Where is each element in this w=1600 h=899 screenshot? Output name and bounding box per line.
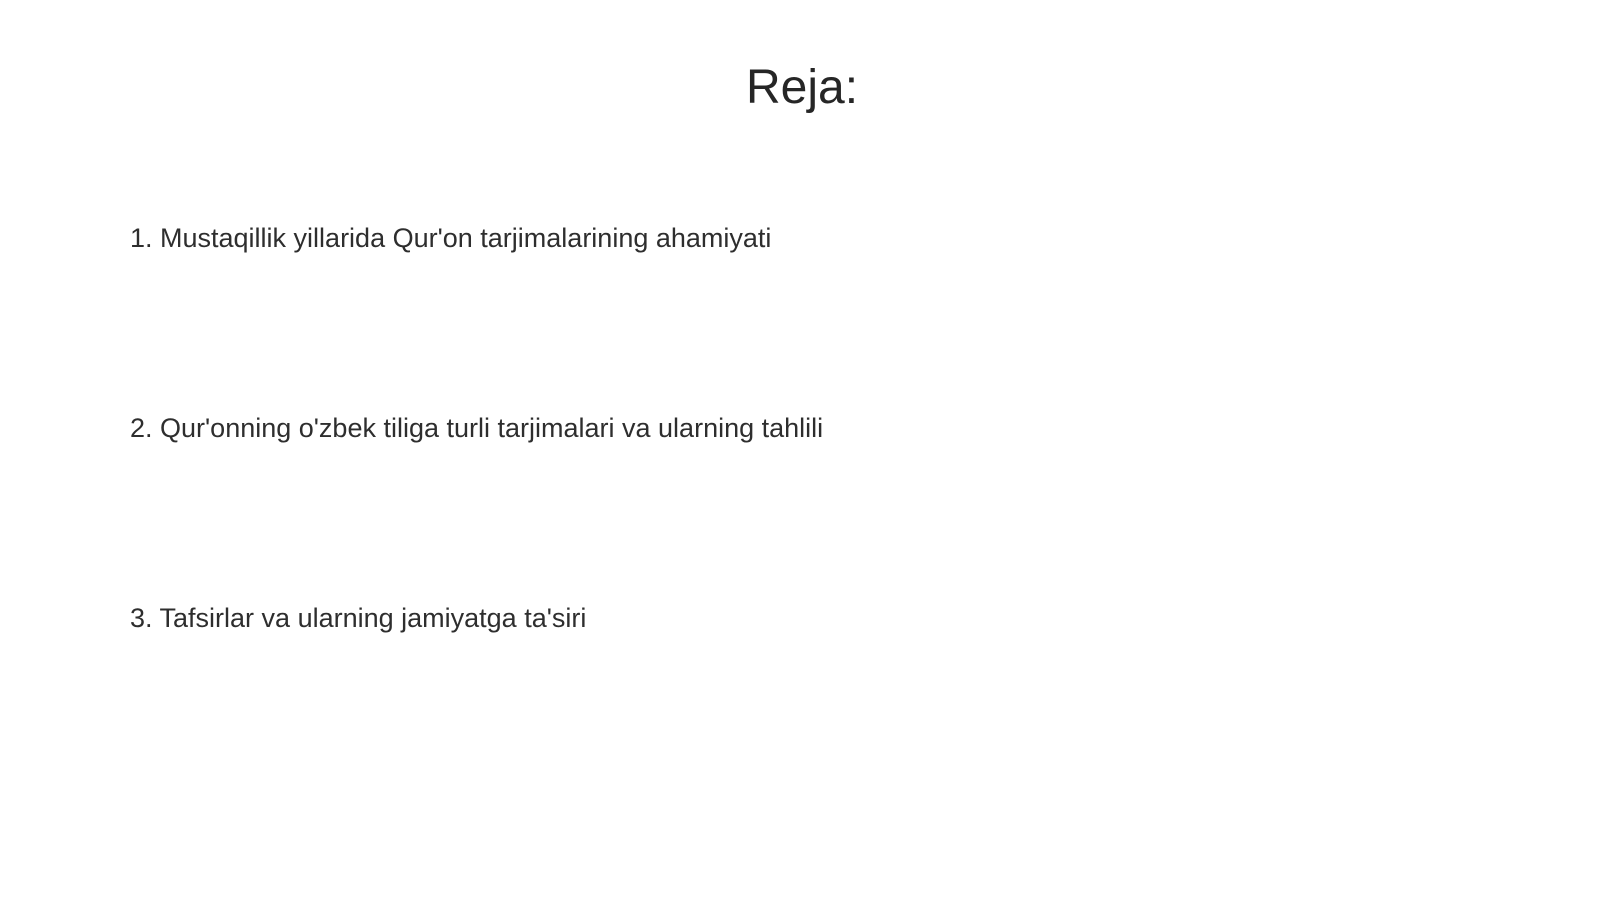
plan-item-3: 3. Tafsirlar va ularning jamiyatga ta'siri xyxy=(130,603,587,633)
slide-title: Reja: xyxy=(745,61,859,114)
plan-item-1: 1. Mustaqillik yillarida Qur'on tarjimalarining ahamiyati xyxy=(130,223,772,253)
plan-item-2: 2. Qur'onning o'zbek tiliga turli tarjimalari va ularning tahlili xyxy=(130,413,824,443)
